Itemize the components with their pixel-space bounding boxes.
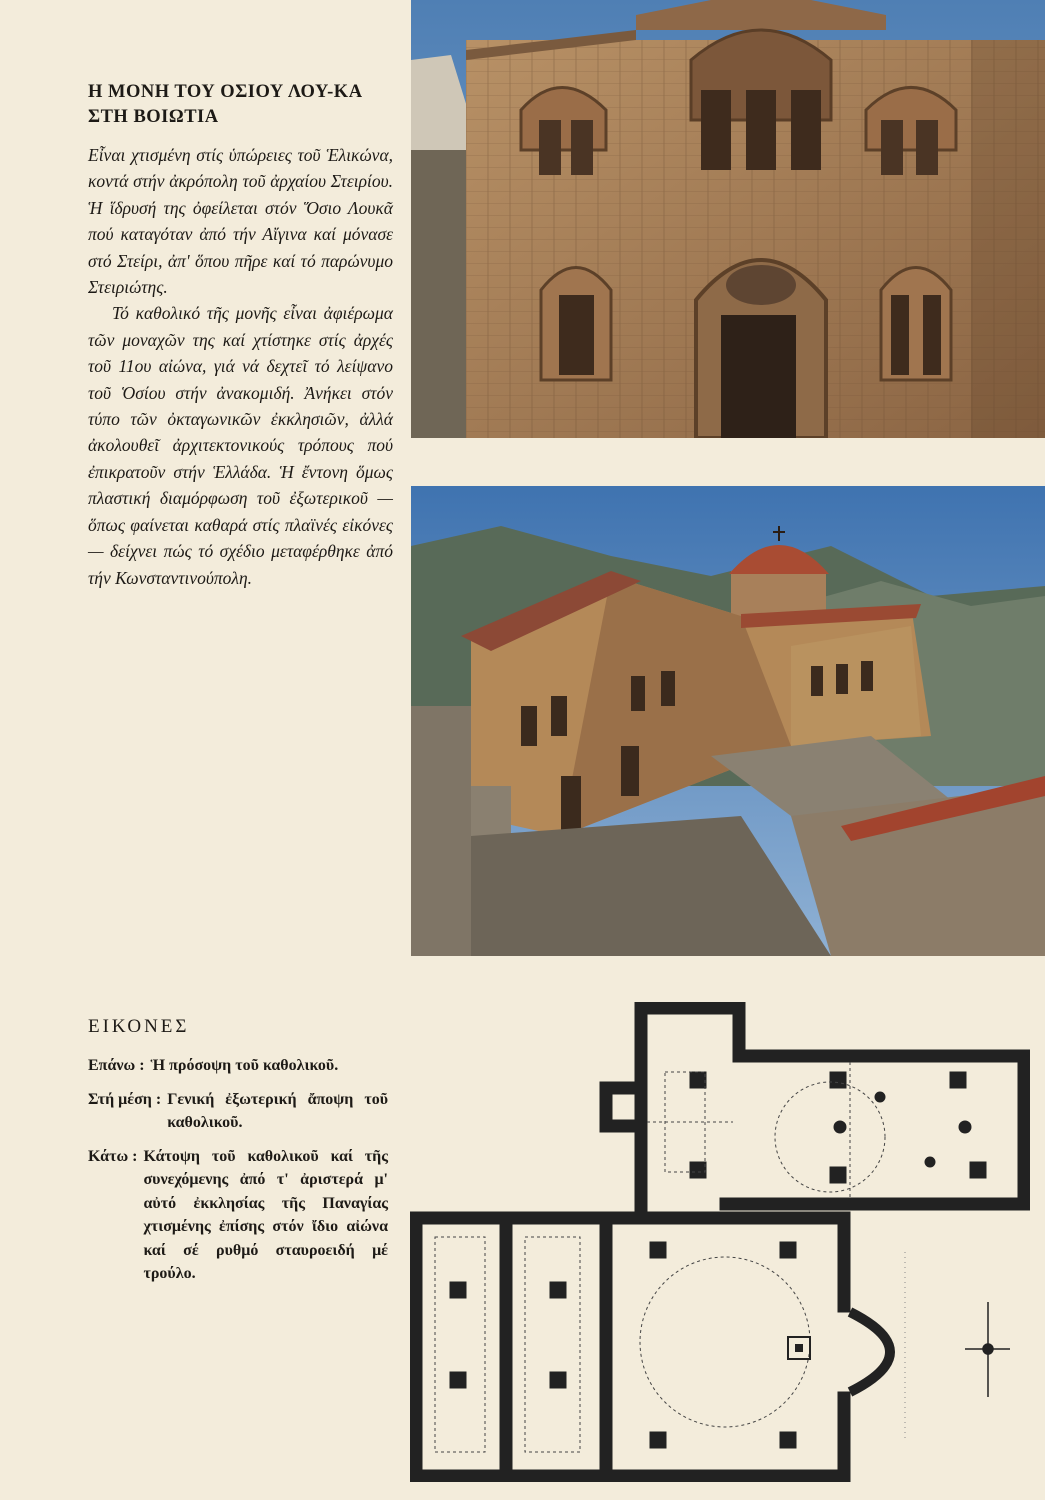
caption-text: Γενική ἐξωτερική ἄποψη τοῦ καθολικοῦ. (167, 1090, 388, 1131)
photo-exterior (411, 486, 1045, 956)
article-body (88, 142, 393, 591)
caption-label: Κάτω : (88, 1147, 138, 1165)
caption-text: Ἡ πρόσοψη τοῦ καθολικοῦ. (150, 1057, 339, 1074)
floor-plan (410, 1002, 1030, 1482)
caption-item (88, 1088, 388, 1135)
paragraph: Εἶναι χτισμένη στίς ὑπώρειες τοῦ Ἑλικώνα, κοντά στήν ἀκρόπολη τοῦ ἀρχαίου Στειρίου. Ἡ ἵδρυσή της ὀφείλεται στόν Ὅσιο Λουκᾶ πού καταγόταν ἀπό τήν Αἴγινα καί μόνασε στό Στείρι, ἀπ' ὅπου πῆρε καί τό παρώνυμο Στειριώτης. (88, 145, 393, 298)
caption-text: Κάτοψη τοῦ καθολικοῦ καί τῆς συνεχόμενης ἀπό τ' ἀριστερά μ' αὐτό ἐκκλησίας τῆς Παναγίας χτισμένης ἐπίσης στόν ἴδιο αἰώνα καί σέ ρυθμό σταυροειδή μέ τρούλο. (143, 1147, 388, 1282)
exterior-illustration (411, 486, 1045, 956)
captions-heading: ΕΙΚΟΝΕΣ (88, 1016, 190, 1037)
facade-illustration (411, 0, 1045, 438)
paragraph: Τό καθολικό τῆς μονῆς εἶναι ἀφιέρωμα τῶν μοναχῶν της καί χτίστηκε στίς ἀρχές τοῦ 11ου αἰώνα, γιά νά δεχτεῖ τό λείψανο τοῦ Ὁσίου στήν ἀνακομιδή. Ἀνήκει στόν τύπο τῶν ὀκταγωνικῶν ἐκκλησιῶν, ἀλλά ἀκολουθεῖ ἀρχιτεκτονικούς τρόπους πού ἐπικρατοῦν στήν Ἑλλάδα. Ἡ ἔντονη ὅμως πλαστική διαμόρφωση τοῦ ἐξωτερικοῦ — ὅπως φαίνεται καθαρά στίς πλαϊνές εἰκόνες — δείχνει πώς τό σχέδιο μεταφέρθηκε ἀπό τήν Κωνσταντινούπολη. (88, 303, 393, 588)
caption-item (88, 1054, 388, 1078)
caption-item (88, 1145, 388, 1286)
caption-label: Επάνω : (88, 1057, 145, 1074)
article-title: Η ΜΟΝΗ ΤΟΥ ΟΣΙΟΥ ΛΟΥ-ΚΑ ΣΤΗ ΒΟΙΩΤΙΑ (88, 82, 362, 127)
caption-label: Στή μέση : (88, 1090, 162, 1108)
photo-facade (411, 0, 1045, 438)
captions-list (88, 1054, 388, 1296)
floor-plan-drawing (410, 1002, 1030, 1482)
